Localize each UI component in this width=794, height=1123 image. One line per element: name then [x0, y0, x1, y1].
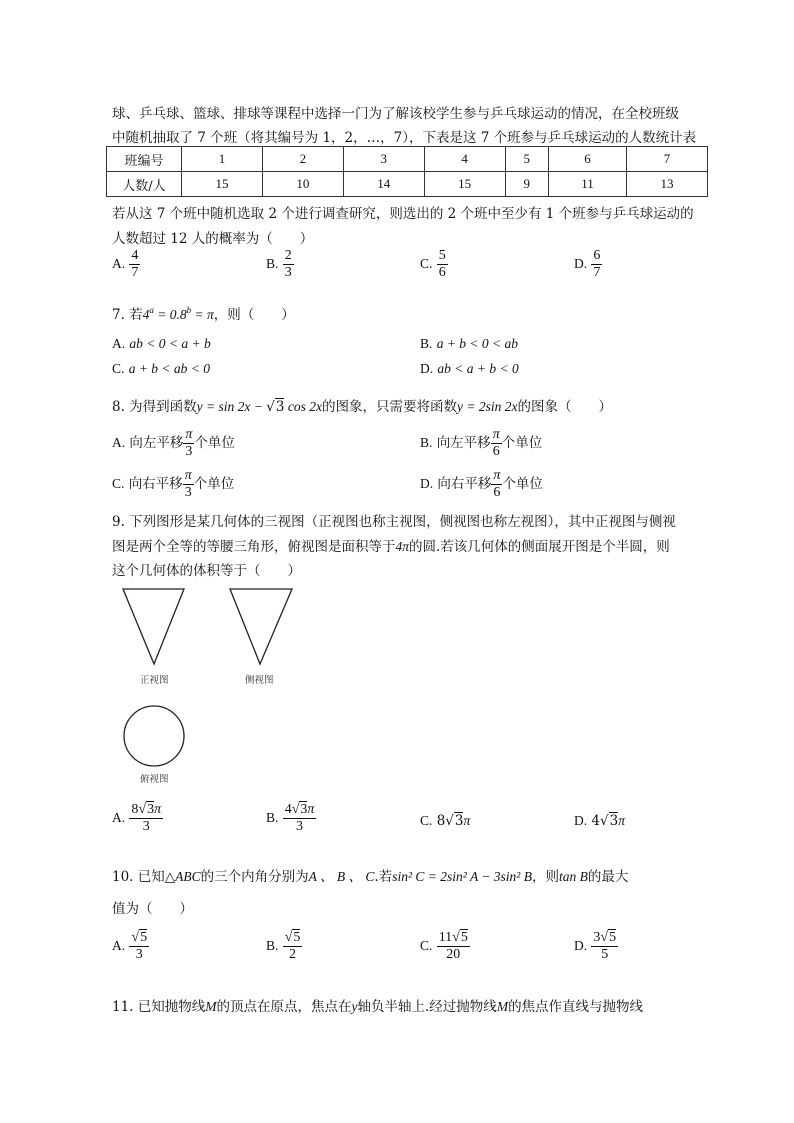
fraction [591, 248, 602, 281]
sqrt-radicand: 5 [460, 930, 468, 945]
q8-option-d [420, 468, 543, 501]
option-label: C. [112, 361, 125, 376]
q9-line-2-pre: 图是两个全等的等腰三角形，俯视图是面积等于 [112, 539, 396, 555]
denominator: 3 [296, 819, 304, 834]
front-view-caption: 正视图 [140, 675, 169, 686]
option-label: B. [266, 938, 279, 953]
table-cell-id: 3 [343, 147, 424, 172]
q10-option-a [112, 930, 149, 963]
q10-end: 的最大 [587, 869, 629, 885]
option-label: B. [420, 435, 433, 450]
numerator: π [185, 427, 193, 442]
q9-line-3: 这个几何体的体积等于（ ） [112, 563, 301, 579]
q11-m1: M [205, 999, 217, 1014]
q11-mid1: 的顶点在原点，焦点在 [216, 999, 352, 1015]
q9-option-b [266, 802, 316, 835]
side-view-triangle [230, 589, 292, 664]
q11-m2: M [496, 999, 509, 1014]
option-label: B. [266, 810, 279, 825]
coef: 8 [131, 802, 139, 817]
q10-angles: A 、 B 、 C [308, 869, 375, 884]
option-label: A. [112, 256, 126, 271]
option-text: a + b < 0 < ab [436, 336, 519, 351]
option-label: A. [112, 938, 126, 953]
q10-mid: 的三个内角分别为 [200, 869, 309, 885]
numerator: 8√3π [131, 802, 162, 817]
top-view-circle [124, 706, 184, 766]
q8-prefix: 8. 为得到函数 [112, 399, 197, 415]
table-cell-count: 10 [262, 172, 343, 197]
table-cell-id: 1 [182, 147, 263, 172]
fraction [183, 427, 194, 460]
fraction [129, 248, 140, 281]
numerator: 11√5 [438, 930, 468, 945]
pi: π [307, 802, 315, 817]
option-label: C. [420, 938, 433, 953]
table-cell-id: 4 [424, 147, 505, 172]
q8-func1-a: y = sin 2x − [196, 399, 267, 414]
fraction [437, 930, 470, 963]
front-view-triangle [123, 589, 184, 664]
option-text: 向左平移 [129, 435, 184, 451]
q8-suffix: 的图象（ ） [517, 399, 612, 415]
q10-option-c [420, 930, 470, 963]
q6-option-b [266, 248, 294, 281]
option-text: ab < a + b < 0 [437, 361, 519, 376]
q9-option-d: D. 4√3π [574, 813, 625, 829]
intro-line-1: 球、乒乓球、篮球、排球等课程中选择一门为了解该校学生参与乒乓球运动的情况，在全校班级 [112, 106, 679, 122]
numerator: π [184, 468, 192, 483]
table-cell-count: 9 [505, 172, 548, 197]
numerator: √5 [284, 930, 301, 945]
sqrt-radicand: 3 [300, 802, 308, 817]
intro-line-2: 中随机抽取了 7 个班（将其编号为 1，2，…，7），下表是这 7 个班参与乒乓球运动的人数统计表 [112, 130, 697, 146]
table-cell-count: 15 [424, 172, 505, 197]
table-row-label: 人数/人 [107, 172, 182, 197]
pi: π [463, 813, 471, 828]
numerator: 4 [131, 248, 139, 263]
denominator: 3 [142, 819, 150, 834]
sqrt-radicand: 3 [609, 813, 619, 829]
q7-prefix: 7. 若 [112, 307, 143, 323]
option-text: 向右平移 [437, 476, 492, 492]
denominator: 3 [185, 444, 193, 459]
q6-line-2: 人数超过 12 人的概率为（ ） [112, 231, 314, 247]
q10-target: tan B [558, 869, 588, 884]
option-label: D. [574, 256, 588, 271]
q11-y: y [351, 999, 358, 1014]
option-text: 向左平移 [436, 435, 491, 451]
table-cell-id: 7 [627, 147, 708, 172]
q8-func2: y = 2sin 2x [456, 399, 518, 414]
option-label: D. [420, 361, 434, 376]
pi: π [618, 813, 625, 828]
denominator: 6 [492, 444, 500, 459]
sqrt-radicand: 5 [609, 930, 617, 945]
option-label: A. [112, 435, 126, 450]
q7-option-a [112, 336, 211, 352]
option-label: D. [420, 476, 434, 491]
q9-line-2-post: 的圆.若该几何体的侧面展开图是个半圆，则 [409, 539, 670, 555]
option-label: C. [420, 813, 433, 828]
fraction [183, 468, 194, 501]
sqrt-radicand: 3 [454, 813, 464, 829]
table-row-counts [107, 172, 708, 197]
q6-option-c [420, 248, 448, 281]
fraction [437, 248, 448, 281]
numerator: 6 [593, 248, 601, 263]
option-label: D. [574, 938, 588, 953]
table-cell-count: 15 [182, 172, 263, 197]
table-row-ids [107, 147, 708, 172]
sqrt-radicand: 3 [275, 399, 285, 415]
q10-line-1 [112, 865, 628, 885]
option-label: B. [420, 336, 433, 351]
numerator: 3√5 [593, 930, 617, 945]
sqrt-radicand: 5 [140, 930, 148, 945]
denominator: 3 [184, 485, 192, 500]
q8-option-c [112, 468, 234, 501]
table-cell-count: 14 [343, 172, 424, 197]
denominator: 3 [135, 947, 143, 962]
q8-option-b [420, 427, 542, 460]
q7-option-c [112, 361, 210, 377]
q10-line-2: 值为（ ） [112, 901, 193, 917]
fraction [129, 802, 163, 835]
fraction [491, 427, 502, 460]
q10-triangle: △ABC [164, 869, 201, 884]
q8-func1-b: cos 2x [284, 399, 322, 414]
table-cell-count: 11 [548, 172, 626, 197]
option-text: ab < 0 < a + b [129, 336, 211, 351]
class-stats-table [106, 146, 708, 197]
sqrt-radicand: 3 [147, 802, 155, 817]
q7-mid: = 0.8 [153, 307, 187, 322]
table-cell-id: 5 [505, 147, 548, 172]
q11-mid2: 轴负半轴上.经过抛物线 [357, 999, 497, 1015]
q7-end: = π [191, 307, 214, 322]
q7-exp-a: a [149, 305, 154, 315]
q7-option-d [420, 361, 519, 377]
option-label: B. [266, 256, 279, 271]
option-text: 个单位 [502, 476, 543, 492]
q8-mid: 的图象，只需要将函数 [321, 399, 457, 415]
q10-post: ，则 [531, 869, 559, 885]
table-header-label: 班编号 [107, 147, 182, 172]
denominator: 3 [284, 265, 292, 280]
q10-equation: sin² C = 2sin² A − 3sin² B [392, 869, 532, 884]
numerator: 5 [438, 248, 446, 263]
option-text: a + b < ab < 0 [128, 361, 211, 376]
q9-line-1: 9. 下列图形是某几何体的三视图（正视图也称主视图，侧视图也称左视图），其中正视图与侧视 [112, 514, 676, 530]
q10-option-d [574, 930, 618, 963]
option-text: 个单位 [501, 435, 543, 451]
coef: 4 [591, 813, 601, 829]
numerator: π [493, 468, 501, 483]
denominator: 6 [438, 265, 446, 280]
fraction [283, 930, 303, 963]
option-text: 个单位 [194, 435, 235, 451]
q7-option-b [420, 336, 518, 352]
q10-option-b [266, 930, 302, 963]
q6-option-d [574, 248, 602, 281]
top-view-caption: 俯视图 [140, 774, 169, 785]
sqrt-radicand: 5 [293, 930, 301, 945]
table-cell-id: 6 [548, 147, 626, 172]
table-cell-id: 2 [262, 147, 343, 172]
side-view-caption: 侧视图 [245, 675, 274, 686]
numerator: π [492, 427, 500, 442]
q9-option-a [112, 802, 163, 835]
option-label: A. [112, 810, 126, 825]
fraction [283, 248, 294, 281]
option-text: 向右平移 [128, 476, 183, 492]
option-text: 个单位 [193, 476, 235, 492]
q7-exp-b: b [186, 305, 192, 315]
q11-pre: 11. 已知抛物线 [112, 999, 206, 1015]
q10-if: .若 [374, 869, 393, 885]
fraction [129, 930, 149, 963]
q11-post: 的焦点作直线与抛物线 [508, 999, 644, 1015]
coef: 11 [438, 930, 453, 945]
denominator: 7 [593, 265, 601, 280]
denominator: 6 [493, 485, 501, 500]
q7-stem [112, 303, 295, 323]
q9-area: 4π [395, 539, 410, 554]
fraction [283, 802, 317, 835]
q7-base: 4 [142, 307, 150, 322]
q10-pre: 10. 已知 [112, 869, 165, 885]
option-label: A. [112, 336, 126, 351]
coef: 4 [284, 802, 292, 817]
denominator: 5 [601, 947, 609, 962]
q6-option-a [112, 248, 140, 281]
pi: π [154, 802, 162, 817]
numerator: 4√3π [284, 802, 315, 817]
denominator: 2 [289, 947, 297, 962]
option-label: D. [574, 813, 588, 828]
numerator: 2 [284, 248, 292, 263]
q6-line-1: 若从这 7 个班中随机选取 2 个进行调查研究，则选出的 2 个班中至少有 1 个班参与乒乓球运动的 [112, 206, 694, 222]
q11-line-1 [112, 995, 643, 1015]
denominator: 7 [131, 265, 139, 280]
q8-option-a [112, 427, 235, 460]
fraction [591, 930, 618, 963]
q9-line-2 [112, 535, 670, 555]
table-cell-count: 13 [627, 172, 708, 197]
coef: 8 [436, 813, 446, 829]
coef: 3 [593, 930, 601, 945]
numerator: √5 [131, 930, 148, 945]
option-label: C. [420, 256, 433, 271]
fraction [491, 468, 502, 501]
denominator: 20 [446, 947, 461, 962]
q9-option-c: C. 8√3π [420, 813, 471, 829]
q7-suffix: ，则（ ） [213, 307, 295, 323]
option-label: C. [112, 476, 125, 491]
q8-stem: 8. 为得到函数y = sin 2x − √3 cos 2x的图象，只需要将函数y = 2sin 2x的图象（ ） [112, 399, 612, 415]
